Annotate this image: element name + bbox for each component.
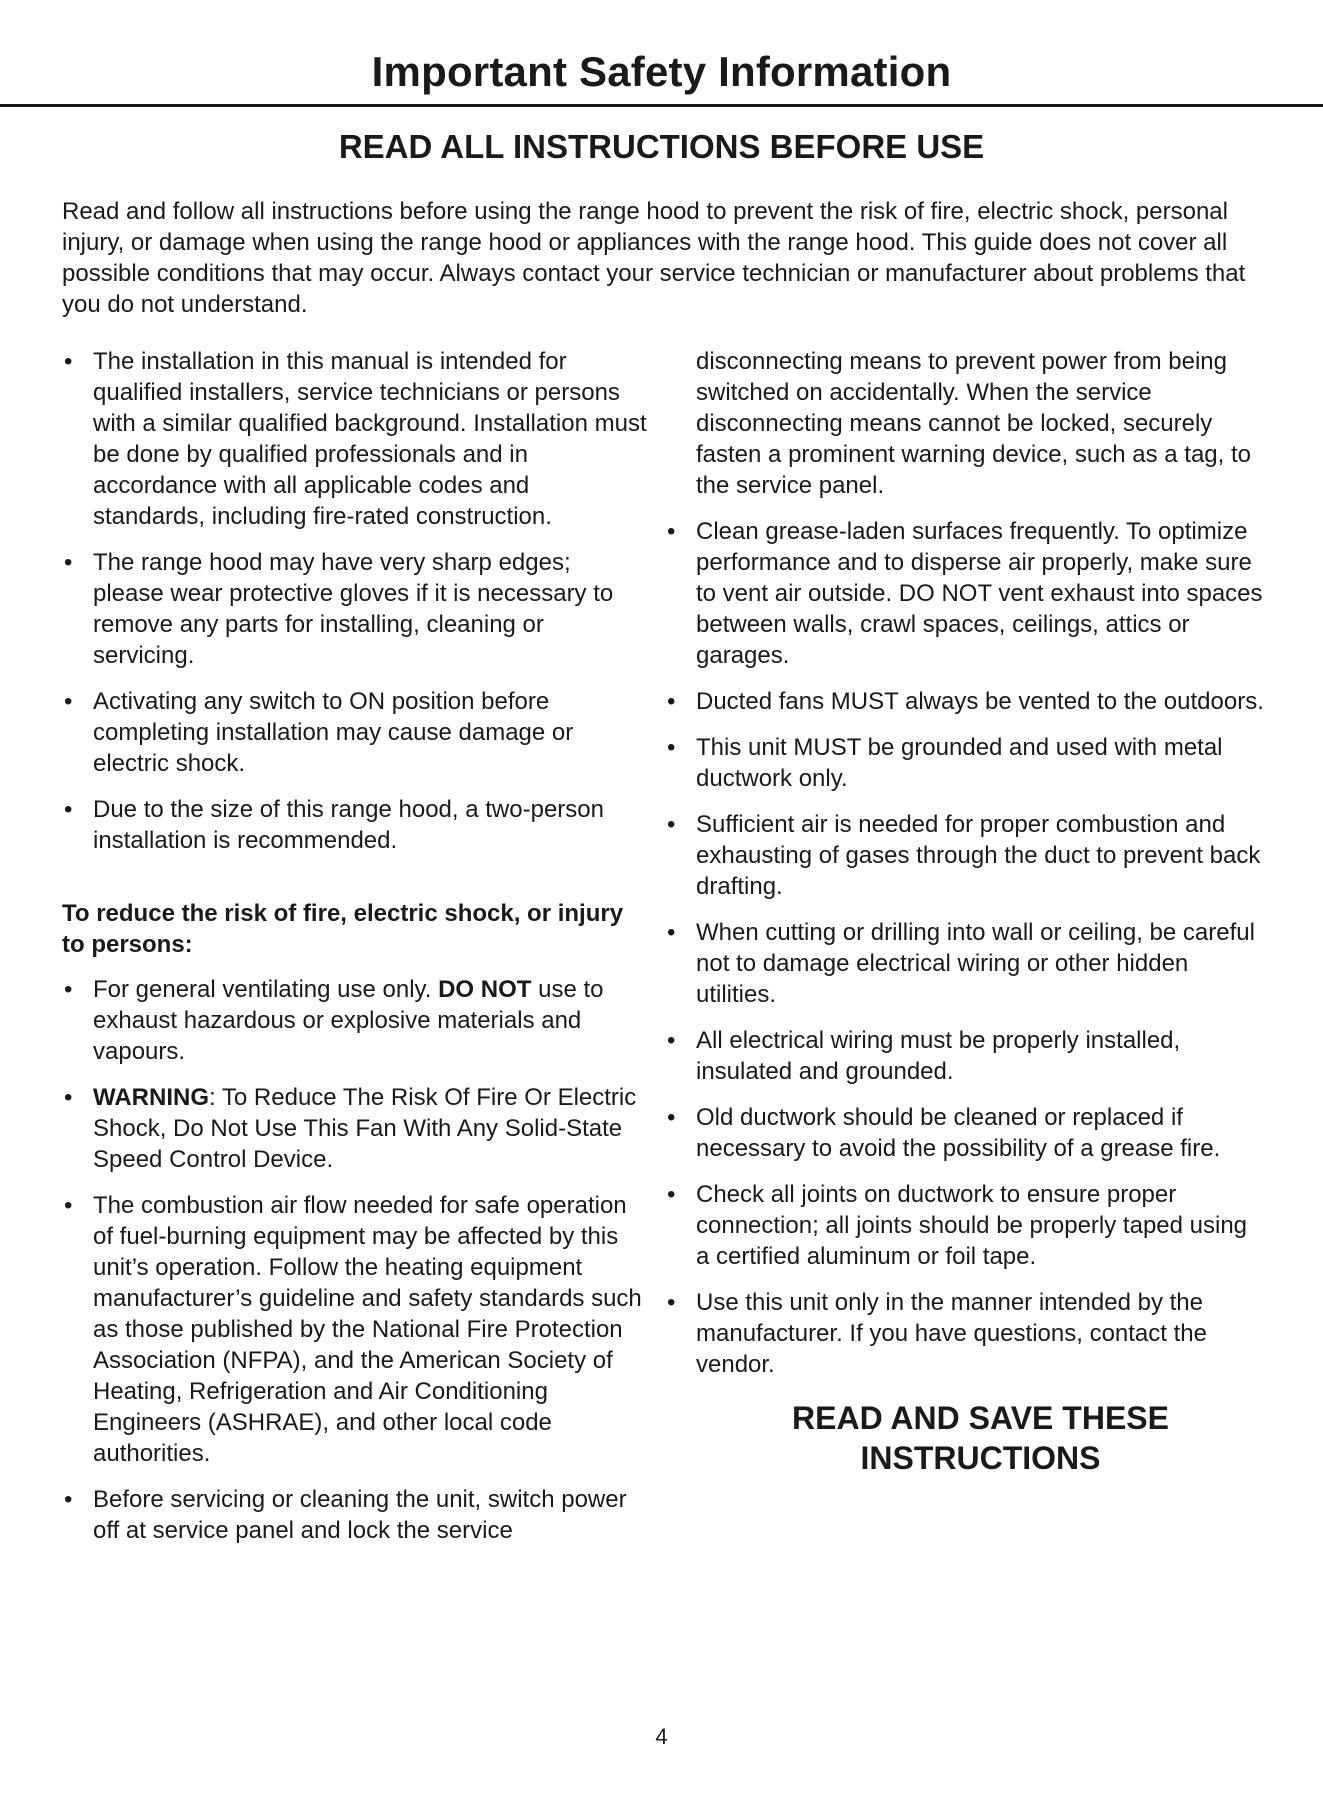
page-title: Important Safety Information bbox=[371, 48, 952, 95]
bullet-emphasis: DO NOT bbox=[438, 976, 532, 1003]
bullet-text: use to exhaust hazardous or explosive materials and vapours. bbox=[93, 976, 604, 1065]
risk-bullet-list bbox=[62, 974, 647, 1546]
bullet-item: • Old ductwork should be cleaned or replaced if necessary to avoid the possibility of a grease fire. bbox=[665, 1102, 1265, 1164]
warning-label: WARNING bbox=[93, 1084, 209, 1111]
bullet-item: • Use this unit only in the manner intended by the manufacturer. If you have questions, contact the vendor. bbox=[665, 1287, 1265, 1380]
bullet-item: • Before servicing or cleaning the unit, switch power off at service panel and lock the service bbox=[62, 1484, 647, 1546]
right-column bbox=[665, 346, 1265, 1478]
intro-paragraph: Read and follow all instructions before using the range hood to prevent the risk of fire, electric shock, personal injury, or damage when using the range hood or appliances with the range hood. This guide does not cover all possible conditions that may occur. Always contact your service technician or manufacturer about problems that you do not understand. bbox=[62, 198, 1246, 318]
bullet-continuation: disconnecting means to prevent power from being switched on accidentally. When the service disconnecting means cannot be locked, securely fasten a prominent warning device, such as a tag, to the service panel. bbox=[696, 348, 1251, 499]
bullet-item: • Sufficient air is needed for proper combustion and exhausting of gases through the duct to prevent back drafting. bbox=[665, 809, 1265, 902]
left-column bbox=[62, 346, 647, 1561]
risk-heading: To reduce the risk of fire, electric shock, or injury to persons: bbox=[62, 900, 624, 958]
page-subtitle: READ ALL INSTRUCTIONS BEFORE USE bbox=[338, 128, 985, 165]
general-bullet-list bbox=[62, 346, 647, 856]
closing-notice bbox=[665, 1398, 1265, 1478]
bullet-item: • The range hood may have very sharp edges; please wear protective gloves if it is necessary to remove any parts for installing, cleaning or servicing. bbox=[62, 547, 647, 671]
bullet-item: • All electrical wiring must be properly installed, insulated and grounded. bbox=[665, 1025, 1265, 1087]
bullet-item: • This unit MUST be grounded and used with metal ductwork only. bbox=[665, 732, 1265, 794]
bullet-text: : To Reduce The Risk Of Fire Or Electric Shock, Do Not Use This Fan With Any Solid-State Speed Control Device. bbox=[93, 1084, 637, 1173]
bullet-item: • The combustion air flow needed for safe operation of fuel-burning equipment may be affected by this unit’s operation. Follow the heating equipment manufacturer’s guideline and safety standards such as those published by the National Fire Protection Association (NFPA), and the American Society of Heating, Refrigeration and Air Conditioning Engineers (ASHRAE), and other local code authorities. bbox=[62, 1190, 647, 1469]
bullet-item bbox=[62, 974, 647, 1067]
bullet-item: • Check all joints on ductwork to ensure proper connection; all joints should be properly taped using a certified aluminum or foil tape. bbox=[665, 1179, 1265, 1272]
closing-line: READ AND SAVE THESE bbox=[792, 1400, 1169, 1436]
page-number: 4 bbox=[655, 1724, 668, 1749]
title-divider bbox=[0, 104, 1323, 107]
bullet-item: • When cutting or drilling into wall or ceiling, be careful not to damage electrical wiring or other hidden utilities. bbox=[665, 917, 1265, 1010]
continued-bullet-list bbox=[665, 346, 1265, 1380]
bullet-text: For general ventilating use only. bbox=[93, 976, 439, 1003]
bullet-item: • The installation in this manual is intended for qualified installers, service technicians or persons with a similar qualified background. Installation must be done by qualified professionals and in accordance with all applicable codes and standards, including fire-rated construction. bbox=[62, 346, 647, 532]
bullet-item: • Activating any switch to ON position before completing installation may cause damage or electric shock. bbox=[62, 686, 647, 779]
bullet-item: • Ducted fans MUST always be vented to the outdoors. bbox=[665, 686, 1265, 717]
bullet-item bbox=[62, 1082, 647, 1175]
bullet-item: • Due to the size of this range hood, a two-person installation is recommended. bbox=[62, 794, 647, 856]
closing-line: INSTRUCTIONS bbox=[860, 1440, 1101, 1476]
bullet-item: • Clean grease-laden surfaces frequently. To optimize performance and to disperse air properly, make sure to vent air outside. DO NOT vent exhaust into spaces between walls, crawl spaces, ceilings, attics or garages. bbox=[665, 516, 1265, 671]
